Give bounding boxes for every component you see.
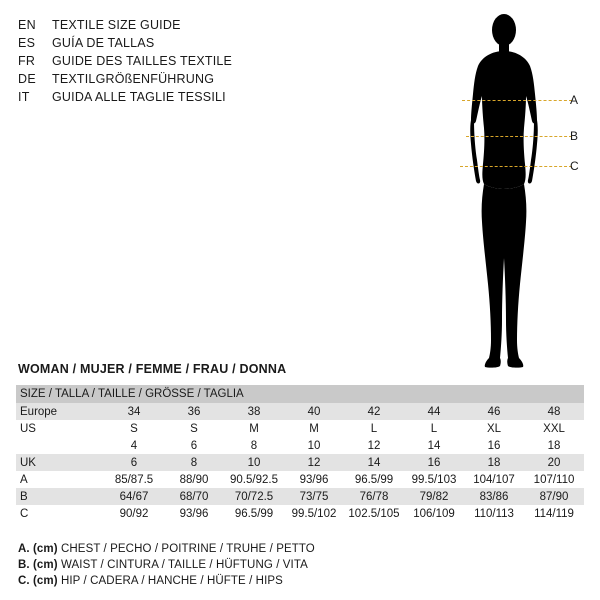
language-row-it [18,88,348,106]
measure-label-b: B [570,129,579,143]
language-text: TEXTILGRÖßENFÜHRUNG [52,72,215,86]
cell: 93/96 [164,505,224,522]
cell: 48 [524,403,584,420]
cell: XL [464,420,524,437]
measure-line-a [462,100,572,101]
cell: 68/70 [164,488,224,505]
cell: 70/72.5 [224,488,284,505]
language-code: ES [18,36,36,50]
cell: 36 [164,403,224,420]
cell: 16 [404,454,464,471]
cell: 8 [224,437,284,454]
legend-key: B. (cm) [18,559,58,571]
cell: 42 [344,403,404,420]
language-text: GUÍA DE TALLAS [52,36,155,50]
cell: 96.5/99 [224,505,284,522]
legend-line-b [18,557,578,573]
language-text: GUIDE DES TAILLES TEXTILE [52,54,233,68]
section-title-woman: WOMAN / MUJER / FEMME / FRAU / DONNA [18,362,287,376]
cell: 40 [284,403,344,420]
cell: 6 [164,437,224,454]
cell: M [224,420,284,437]
row-label: A [16,471,104,488]
cell: 79/82 [404,488,464,505]
language-row-de [18,70,348,88]
language-text: GUIDA ALLE TAGLIE TESSILI [52,90,226,104]
cell: 90/92 [104,505,164,522]
cell: 107/110 [524,471,584,488]
cell: 102.5/105 [344,505,404,522]
table-row [16,454,584,471]
row-label: C [16,505,104,522]
table-row [16,403,584,420]
language-row-es [18,34,348,52]
language-list [18,16,348,106]
language-text: TEXTILE SIZE GUIDE [52,18,181,32]
cell: 10 [224,454,284,471]
cell: XXL [524,420,584,437]
cell: L [344,420,404,437]
cell: 10 [284,437,344,454]
table-row [16,471,584,488]
measure-line-c [460,166,572,167]
cell: 85/87.5 [104,471,164,488]
cell: 20 [524,454,584,471]
size-table [16,385,584,522]
measure-label-c: C [570,159,579,173]
language-code: FR [18,54,36,68]
cell: 18 [524,437,584,454]
cell: 12 [284,454,344,471]
legend-key: A. (cm) [18,543,58,555]
cell: 73/75 [284,488,344,505]
table-row [16,505,584,522]
cell: 90.5/92.5 [224,471,284,488]
language-row-fr [18,52,348,70]
table-header-label: SIZE / TALLA / TAILLE / GRÖSSE / TAGLIA [16,385,584,403]
row-label [16,437,104,454]
cell: 104/107 [464,471,524,488]
cell: 6 [104,454,164,471]
cell: M [284,420,344,437]
female-body-figure [430,8,590,373]
cell: 76/78 [344,488,404,505]
table-row [16,420,584,437]
cell: 93/96 [284,471,344,488]
cell: 16 [464,437,524,454]
female-silhouette-icon [430,8,590,373]
row-label: B [16,488,104,505]
row-label: UK [16,454,104,471]
legend-text: CHEST / PECHO / POITRINE / TRUHE / PETTO [60,543,315,555]
cell: 4 [104,437,164,454]
cell: 64/67 [104,488,164,505]
cell: 96.5/99 [344,471,404,488]
cell: S [164,420,224,437]
measure-line-b [466,136,572,137]
cell: 106/109 [404,505,464,522]
measure-label-a: A [570,93,579,107]
legend-key: C. (cm) [18,575,58,587]
table-row [16,437,584,454]
cell: 110/113 [464,505,524,522]
cell: 38 [224,403,284,420]
row-label: US [16,420,104,437]
legend-line-a [18,541,578,557]
language-code: IT [18,90,30,104]
cell: L [404,420,464,437]
cell: 18 [464,454,524,471]
measurement-legend [18,541,578,589]
cell: S [104,420,164,437]
language-row-en [18,16,348,34]
cell: 83/86 [464,488,524,505]
language-code: EN [18,18,36,32]
table-row [16,488,584,505]
table-header-row [16,385,584,403]
cell: 114/119 [524,505,584,522]
cell: 88/90 [164,471,224,488]
cell: 34 [104,403,164,420]
cell: 99.5/103 [404,471,464,488]
cell: 99.5/102 [284,505,344,522]
legend-line-c [18,573,578,589]
language-code: DE [18,72,36,86]
cell: 46 [464,403,524,420]
size-table-wrapper [16,385,584,522]
cell: 12 [344,437,404,454]
legend-text: HIP / CADERA / HANCHE / HÜFTE / HIPS [60,575,283,587]
cell: 44 [404,403,464,420]
cell: 8 [164,454,224,471]
legend-text: WAIST / CINTURA / TAILLE / HÜFTUNG / VITA [60,559,308,571]
row-label: Europe [16,403,104,420]
cell: 14 [404,437,464,454]
cell: 14 [344,454,404,471]
cell: 87/90 [524,488,584,505]
